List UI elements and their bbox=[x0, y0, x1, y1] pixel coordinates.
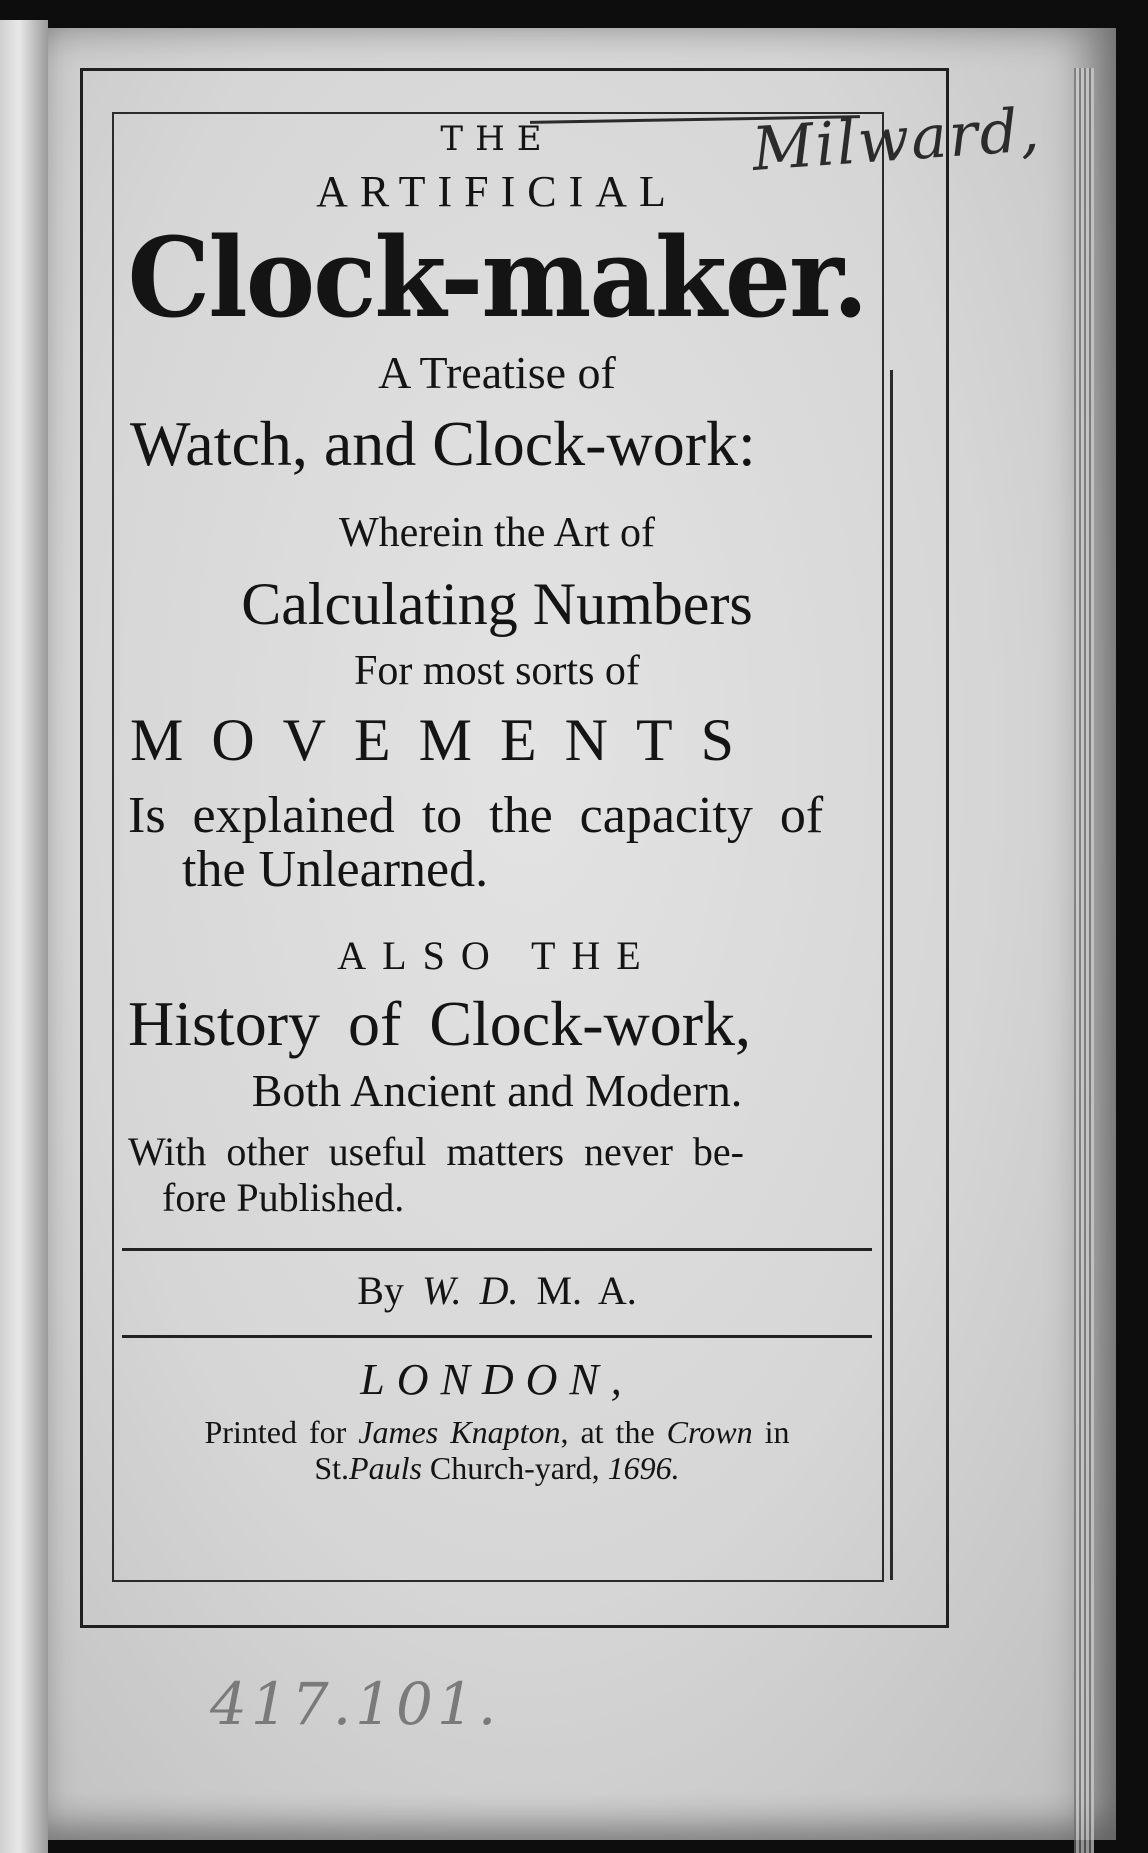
subtitle-watch: Watch, and Clock-work: bbox=[130, 408, 756, 479]
imprint-crown: Crown bbox=[666, 1414, 753, 1450]
border-rule-right bbox=[890, 370, 893, 1580]
text-movements: MOVEMENTS bbox=[130, 707, 763, 773]
divider-rule-bottom bbox=[122, 1335, 872, 1338]
imprint-st: St. bbox=[314, 1450, 350, 1486]
text-published: fore Published. bbox=[162, 1175, 405, 1220]
text-useful-matters: With other useful matters never be- bbox=[128, 1129, 744, 1174]
imprint-churchyard: Church-yard, bbox=[429, 1450, 600, 1486]
title-the: THE bbox=[440, 119, 554, 159]
handwritten-shelfmark: 417.101. bbox=[210, 1670, 501, 1738]
imprint-london: LONDON, bbox=[360, 1355, 634, 1404]
subtitle-treatise: A Treatise of bbox=[378, 347, 616, 398]
facing-page-edge bbox=[0, 20, 48, 1853]
author-initials: W. D. bbox=[421, 1268, 519, 1313]
text-for-most: For most sorts of bbox=[354, 648, 640, 694]
text-both-ancient: Both Ancient and Modern. bbox=[251, 1065, 743, 1116]
handwritten-owner-name: Milward, bbox=[749, 95, 1044, 185]
title-artificial: ARTIFICIAL bbox=[316, 167, 678, 216]
author-degree: M. A. bbox=[536, 1268, 637, 1313]
imprint-in: in bbox=[764, 1414, 790, 1450]
text-history: History of Clock-work, bbox=[128, 988, 752, 1059]
title-clockmaker: Clock-maker. bbox=[127, 212, 867, 343]
imprint-address bbox=[122, 1452, 872, 1484]
imprint-printer-name: James Knapton bbox=[358, 1414, 561, 1450]
imprint-pauls: Pauls bbox=[349, 1450, 422, 1486]
page-fore-edge bbox=[1074, 68, 1094, 1853]
divider-rule-top bbox=[122, 1248, 872, 1251]
imprint-at-the: , at the bbox=[560, 1414, 655, 1450]
author-by: By bbox=[357, 1268, 404, 1313]
imprint-printed-prefix: Printed for bbox=[204, 1414, 347, 1450]
title-text-block bbox=[122, 118, 872, 1484]
text-calculating: Calculating Numbers bbox=[241, 571, 753, 637]
imprint-year: 1696. bbox=[607, 1450, 680, 1486]
text-wherein: Wherein the Art of bbox=[338, 510, 656, 556]
text-also-the: ALSO THE bbox=[337, 933, 657, 978]
imprint-printed-for bbox=[122, 1416, 872, 1448]
author-line bbox=[122, 1268, 872, 1313]
text-explained: Is explained to the capacity of bbox=[128, 787, 824, 844]
text-unlearned: the Unlearned. bbox=[182, 841, 489, 898]
